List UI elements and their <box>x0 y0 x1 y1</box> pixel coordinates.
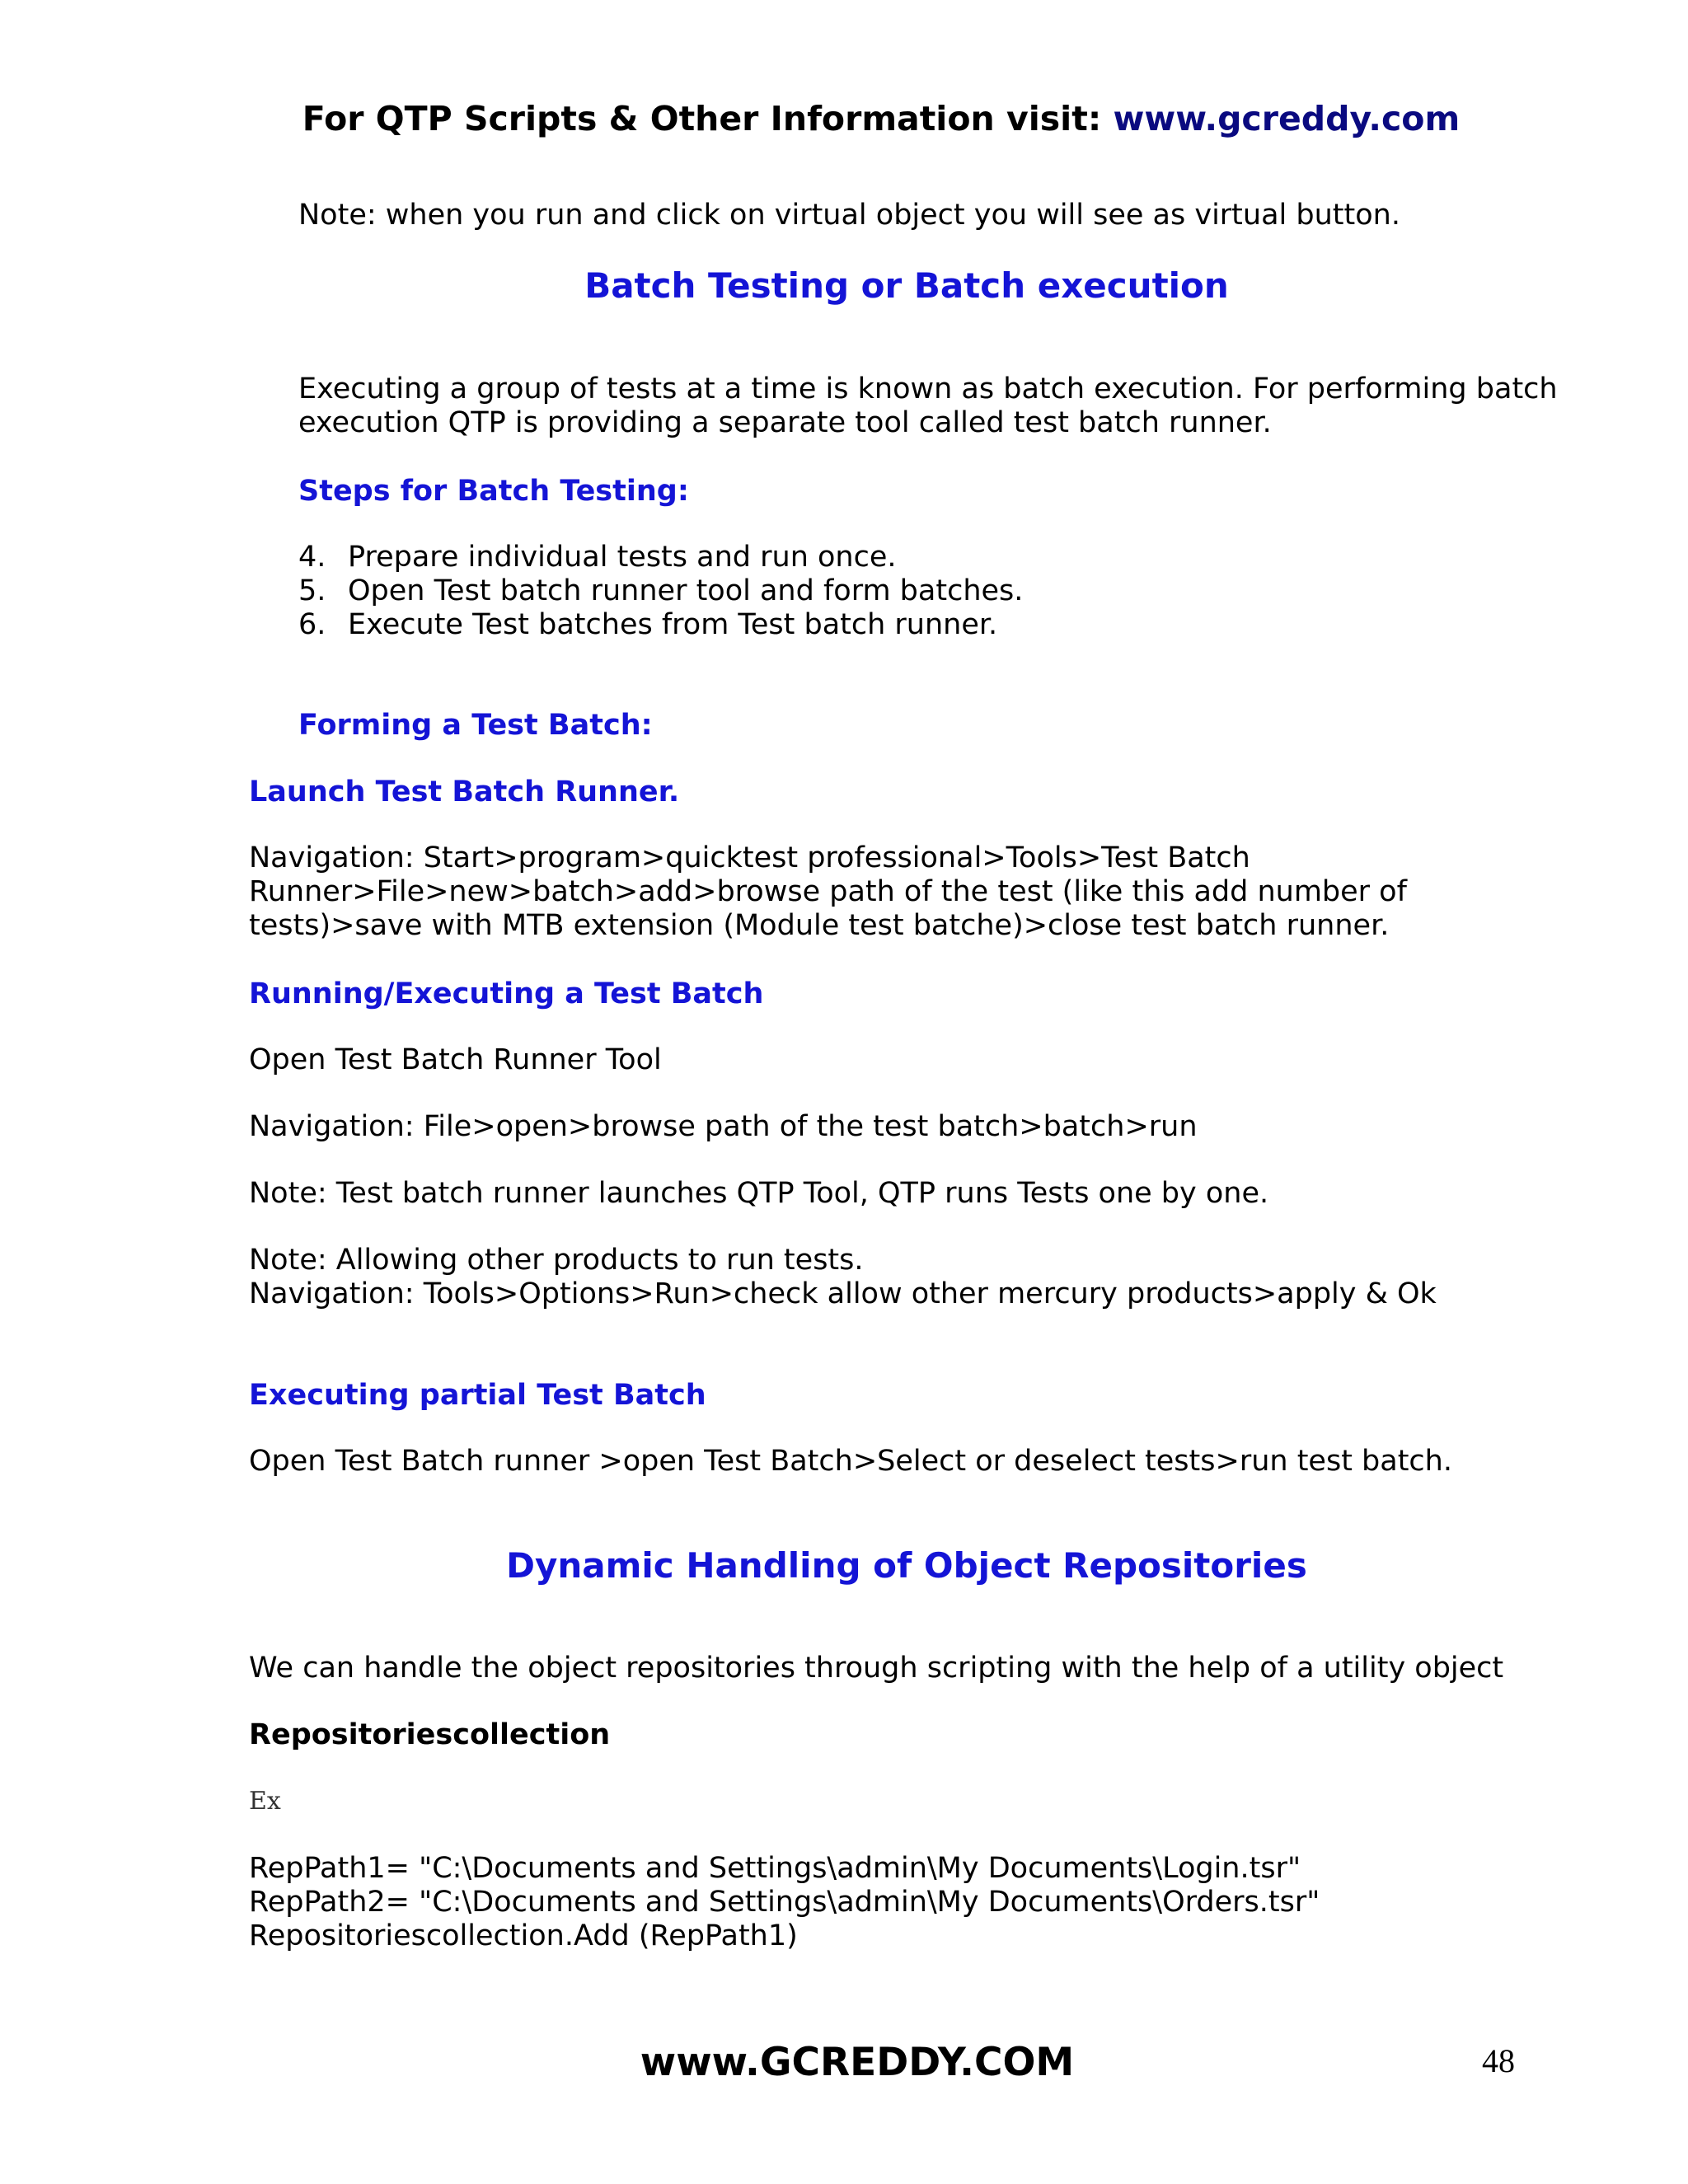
steps-list <box>298 541 1023 642</box>
nav1-line-1: Navigation: Start>program>quicktest professional>Tools>Test Batch <box>249 841 1250 874</box>
launch-heading: Launch Test Batch Runner. <box>249 776 680 808</box>
code-line: RepPath1= "C:\Documents and Settings\admin\My Documents\Login.tsr" <box>249 1852 1301 1885</box>
nav1-line-3: tests)>save with MTB extension (Module test batche)>close test batch runner. <box>249 909 1390 942</box>
partial-text: Open Test Batch runner >open Test Batch>Select or deselect tests>run test batch. <box>249 1445 1452 1478</box>
code-block <box>249 1852 1320 1953</box>
intro-line-2: execution QTP is providing a separate tool called test batch runner. <box>298 406 1272 439</box>
partial-heading: Executing partial Test Batch <box>249 1379 706 1412</box>
object-name: Repositoriescollection <box>249 1718 611 1751</box>
list-text: Open Test batch runner tool and form batches. <box>348 574 1024 607</box>
intro-line-1: Executing a group of tests at a time is known as batch execution. For performing batch <box>298 373 1558 405</box>
section-title-dynamic-handling: Dynamic Handling of Object Repositories <box>506 1545 1307 1586</box>
list-number: 5. <box>298 574 326 607</box>
open-tool-text: Open Test Batch Runner Tool <box>249 1043 662 1076</box>
list-number: 4. <box>298 541 326 574</box>
list-text: Prepare individual tests and run once. <box>348 541 897 574</box>
list-text: Execute Test batches from Test batch runner. <box>348 608 998 641</box>
note-virtual-object: Note: when you run and click on virtual object you will see as virtual button. <box>298 199 1400 232</box>
section-title-batch-testing: Batch Testing or Batch execution <box>584 265 1229 306</box>
nav1-line-2: Runner>File>new>batch>add>browse path of the test (like this add number of <box>249 875 1407 908</box>
note-allow: Note: Allowing other products to run tests. <box>249 1244 864 1277</box>
example-label: Ex <box>249 1787 281 1816</box>
navigation-paragraph-1 <box>249 841 1407 943</box>
page-number: 48 <box>1482 2042 1515 2079</box>
footer-site: www.GCREDDY.COM <box>640 2040 1075 2085</box>
note-launch: Note: Test batch runner launches QTP Tool, QTP runs Tests one by one. <box>249 1177 1269 1210</box>
code-line: Repositoriescollection.Add (RepPath1) <box>249 1919 798 1952</box>
list-number: 6. <box>298 608 326 641</box>
page-header <box>0 99 1688 138</box>
list-item <box>298 608 1023 642</box>
steps-heading: Steps for Batch Testing: <box>298 475 689 508</box>
code-line: RepPath2= "C:\Documents and Settings\admin\My Documents\Orders.tsr" <box>249 1886 1320 1919</box>
note-allow-paragraph <box>249 1244 1437 1311</box>
forming-heading: Forming a Test Batch: <box>298 709 653 742</box>
list-item <box>298 541 1023 574</box>
intro-paragraph <box>298 373 1558 440</box>
navigation-2: Navigation: File>open>browse path of the test batch>batch>run <box>249 1110 1198 1143</box>
list-item <box>298 574 1023 608</box>
header-url-link[interactable]: www.gcreddy.com <box>1113 99 1461 138</box>
header-text: For QTP Scripts & Other Information visit: <box>302 99 1114 138</box>
navigation-3: Navigation: Tools>Options>Run>check allow other mercury products>apply & Ok <box>249 1277 1437 1310</box>
dynamic-intro: We can handle the object repositories through scripting with the help of a utility object <box>249 1652 1504 1685</box>
running-heading: Running/Executing a Test Batch <box>249 977 764 1010</box>
